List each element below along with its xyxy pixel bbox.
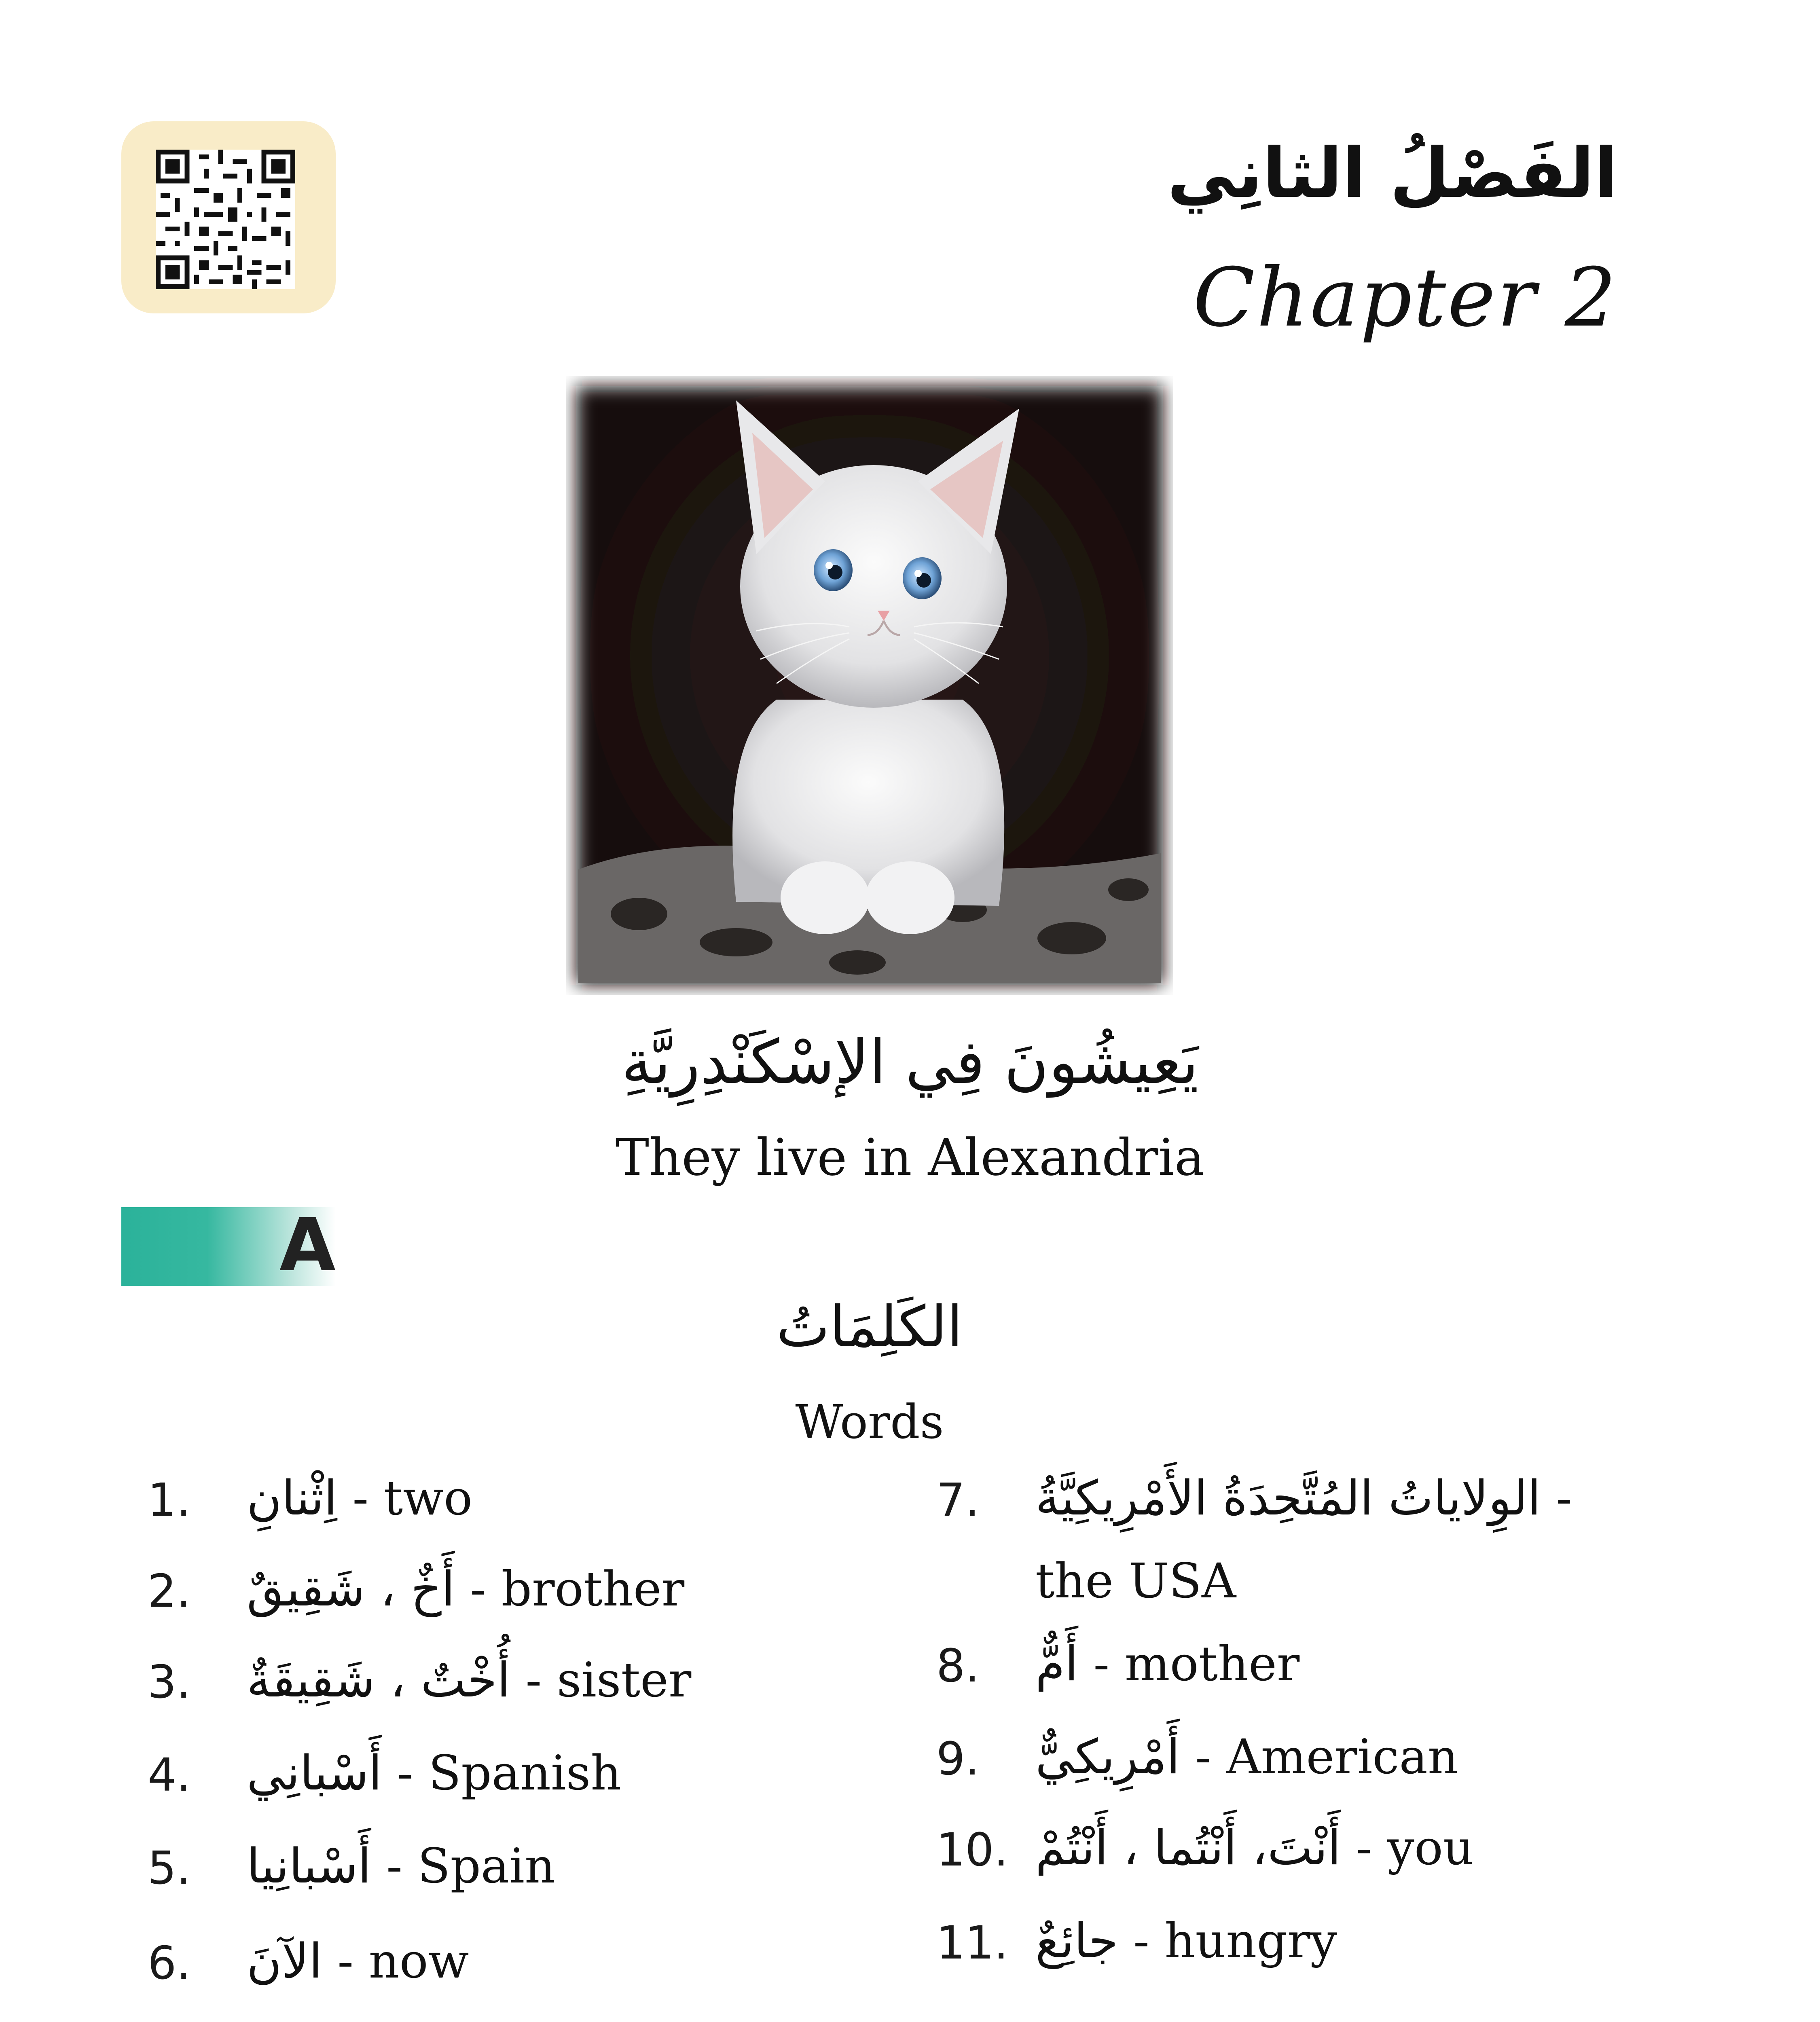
list-item (1035, 1729, 1458, 1785)
vocab-arabic: اِثْنانِ (247, 1470, 337, 1526)
vocab-arabic: أَسْبانِيا (247, 1838, 371, 1894)
chapter-title-arabic: الفَصْلُ الثانِي (1167, 133, 1618, 214)
vocab-english: - now (322, 1933, 469, 1989)
vocab-english: - brother (455, 1561, 685, 1617)
vocab-english: - American (1180, 1729, 1458, 1785)
vocab-english: - mother (1078, 1636, 1300, 1692)
vocab-arabic: جائِعٌ (1035, 1913, 1118, 1969)
kitten-photo (566, 376, 1173, 995)
vocab-arabic: أَمْرِيكِيٌّ (1035, 1729, 1180, 1785)
list-item (1035, 1470, 1572, 1526)
list-item (247, 1933, 469, 1989)
list-item-number: 10. (936, 1824, 1009, 1876)
vocab-arabic: أَخٌ ، شَقِيقٌ (247, 1561, 455, 1617)
list-item-number: 4. (148, 1749, 191, 1802)
list-item (247, 1470, 472, 1526)
vocab-arabic: أَمٌّ (1035, 1636, 1078, 1692)
vocab-arabic: أَنْتَ، أَنْتُما ، أَنْتُمْ (1035, 1820, 1341, 1876)
subtitle-arabic: يَعِيشُونَ فِي الإسْكَنْدِرِيَّةِ (621, 1027, 1199, 1098)
vocab-english: - hungry (1118, 1913, 1337, 1969)
chapter-title-english: Chapter 2 (1193, 251, 1618, 345)
list-item-number: 9. (936, 1733, 980, 1785)
list-item-number: 2. (148, 1565, 191, 1618)
list-item-number: 5. (148, 1842, 191, 1895)
section-letter: A (279, 1203, 336, 1288)
vocab-english: - sister (510, 1652, 692, 1708)
list-item-number: 1. (148, 1474, 191, 1527)
vocab-arabic: أُخْتٌ ، شَقِيقَةٌ (247, 1652, 510, 1708)
list-item-number: 11. (936, 1917, 1009, 1969)
vocab-english: - you (1341, 1820, 1474, 1876)
list-item (247, 1745, 621, 1801)
words-heading-english: Words (795, 1395, 944, 1449)
vocab-arabic: أَسْبانِي (247, 1745, 382, 1801)
qr-code-block (121, 121, 336, 313)
list-item (247, 1561, 684, 1617)
subtitle-english: They live in Alexandria (615, 1128, 1205, 1187)
list-item-number: 3. (148, 1656, 191, 1709)
vocab-english: - two (337, 1470, 473, 1526)
vocab-english: - Spain (371, 1838, 555, 1894)
vocab-arabic: الآنَ (247, 1933, 322, 1989)
vocab-english-continuation: the USA (1035, 1553, 1236, 1609)
list-item (247, 1838, 555, 1894)
list-item-number: 6. (148, 1937, 191, 1990)
qr-code-icon (156, 150, 295, 289)
list-item (247, 1652, 691, 1708)
vocab-english: - (1541, 1470, 1572, 1526)
section-banner (121, 1203, 336, 1288)
vocab-english: - Spanish (382, 1745, 622, 1801)
list-item (1035, 1636, 1299, 1692)
vocab-arabic: الوِلاياتُ المُتَّحِدَةُ الأَمْرِيكِيَّةُ (1035, 1470, 1541, 1526)
list-item-number: 8. (936, 1640, 980, 1692)
list-item (1035, 1913, 1337, 1969)
words-heading-arabic: الكَلِمَاتُ (776, 1294, 963, 1360)
list-item (1035, 1820, 1474, 1876)
list-item-number: 7. (936, 1474, 980, 1527)
